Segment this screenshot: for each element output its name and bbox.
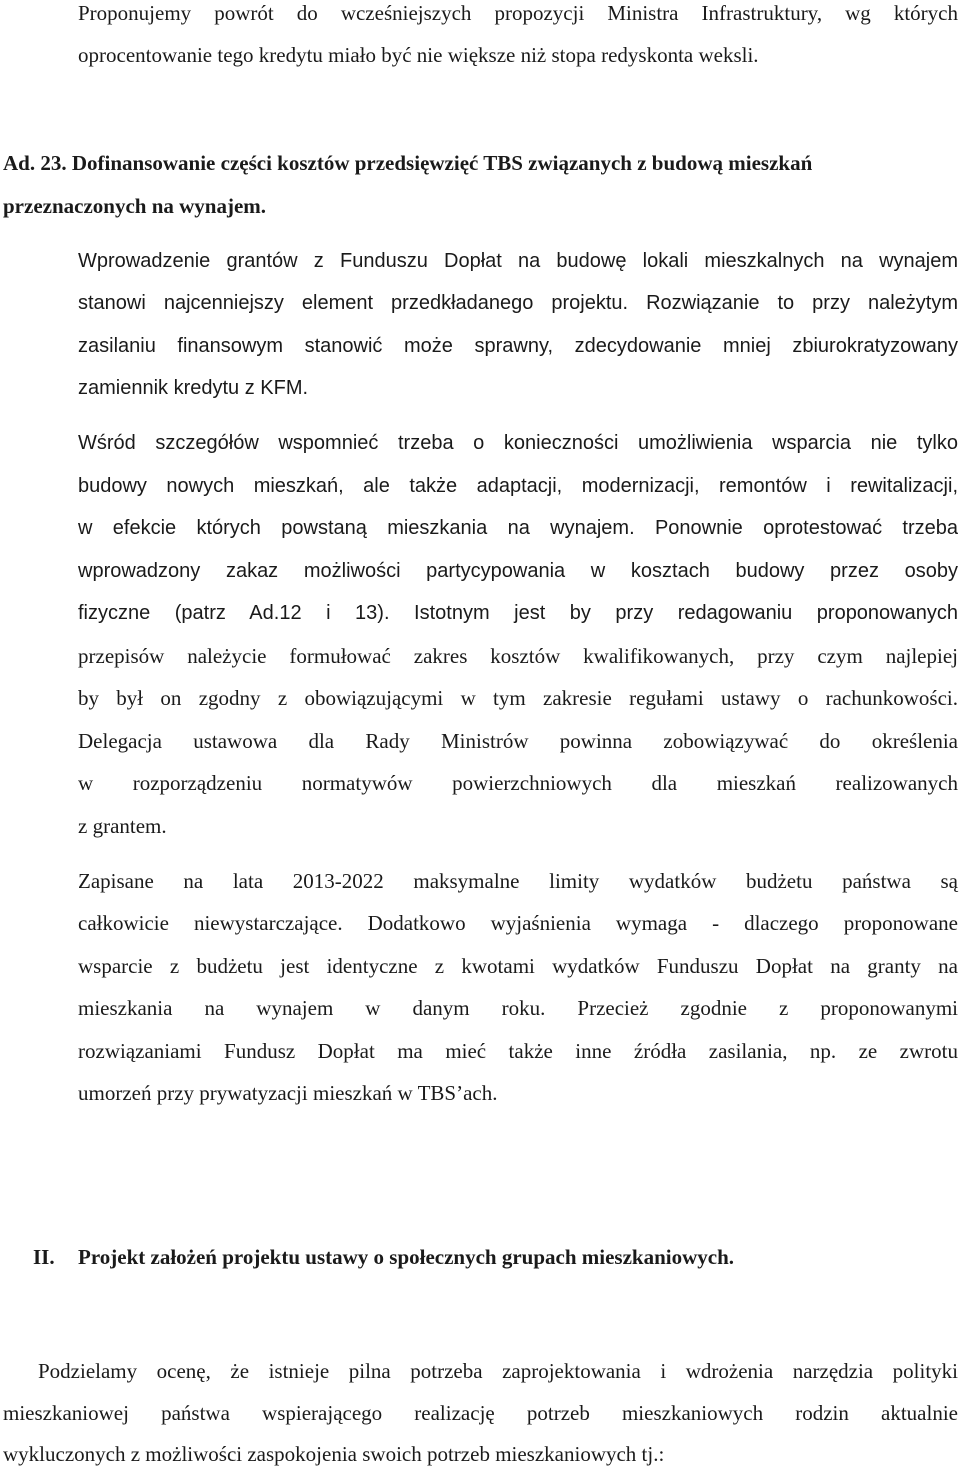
text-line: by był on zgodny z obowiązującymi w tym zakresie regułami ustawy o rachunkowości. bbox=[78, 686, 958, 710]
text-line: wsparcie z budżetu jest identyczne z kwotami wydatków Funduszu Dopłat na granty na bbox=[78, 954, 958, 978]
section-title: Projekt założeń projektu ustawy o społecznych grupach mieszkaniowych. bbox=[78, 1245, 735, 1269]
text-line: zamiennik kredytu z KFM. bbox=[78, 377, 309, 399]
text-line: stanowi najcenniejszy element przedkładanego projektu. Rozwiązanie to przy należytym bbox=[78, 292, 958, 314]
text-line: fizyczne (patrz Ad.12 i 13). Istotnym jest by przy redagowaniu proponowanych bbox=[78, 602, 958, 624]
text-line: rozwiązaniami Fundusz Dopłat ma mieć także inne źródła zasilania, np. ze zwrotu bbox=[78, 1039, 958, 1063]
text-line: oprocentowanie tego kredytu miało być nie większe niż stopa redyskonta weksli. bbox=[78, 43, 759, 67]
text-line: w efekcie których powstaną mieszkania na wynajem. Ponownie oprotestować trzeba bbox=[78, 517, 958, 539]
text-line: Zapisane na lata 2013-2022 maksymalne limity wydatków budżetu państwa są bbox=[78, 869, 958, 893]
text-line: mieszkaniowej państwa wspierającego realizację potrzeb mieszkaniowych rodzin aktualnie bbox=[3, 1401, 958, 1425]
text-line: Wśród szczegółów wspomnieć trzeba o konieczności umożliwienia wsparcia nie tylko bbox=[78, 432, 958, 454]
text-line: przepisów należycie formułować zakres kosztów kwalifikowanych, przy czym najlepiej bbox=[78, 644, 958, 668]
text-line: budowy nowych mieszkań, ale także adaptacji, modernizacji, remontów i rewitalizacji, bbox=[78, 475, 958, 497]
text-line: Wprowadzenie grantów z Funduszu Dopłat na budowę lokali mieszkalnych na wynajem bbox=[78, 250, 958, 272]
text-line: z grantem. bbox=[78, 814, 167, 838]
text-line: całkowicie niewystarczające. Dodatkowo wyjaśnienia wymaga - dlaczego proponowane bbox=[78, 911, 958, 935]
heading-line: przeznaczonych na wynajem. bbox=[3, 194, 267, 218]
text-line: mieszkania na wynajem w danym roku. Przecież zgodnie z proponowanymi bbox=[78, 996, 958, 1020]
text-line: w rozporządzeniu normatywów powierzchniowych dla mieszkań realizowanych bbox=[78, 771, 958, 795]
section-number: II. bbox=[33, 1245, 55, 1269]
text-line: Proponujemy powrót do wcześniejszych propozycji Ministra Infrastruktury, wg których bbox=[78, 1, 958, 25]
text-line: wprowadzony zakaz możliwości partycypowania w kosztach budowy przez osoby bbox=[78, 560, 958, 582]
text-line: umorzeń przy prywatyzacji mieszkań w TBS’ach. bbox=[78, 1081, 498, 1105]
text-line: zasilaniu finansowym stanowić może sprawny, zdecydowanie mniej zbiurokratyzowany bbox=[78, 335, 958, 357]
text-line: Delegacja ustawowa dla Rady Ministrów powinna zobowiązywać do określenia bbox=[78, 729, 958, 753]
text-line: wykluczonych z możliwości zaspokojenia swoich potrzeb mieszkaniowych tj.: bbox=[3, 1442, 665, 1466]
heading-line: Ad. 23. Dofinansowanie części kosztów przedsięwzięć TBS związanych z budową mieszkań bbox=[3, 151, 813, 175]
text-line: Podzielamy ocenę, że istnieje pilna potrzeba zaprojektowania i wdrożenia narzędzia polityki bbox=[38, 1359, 958, 1383]
